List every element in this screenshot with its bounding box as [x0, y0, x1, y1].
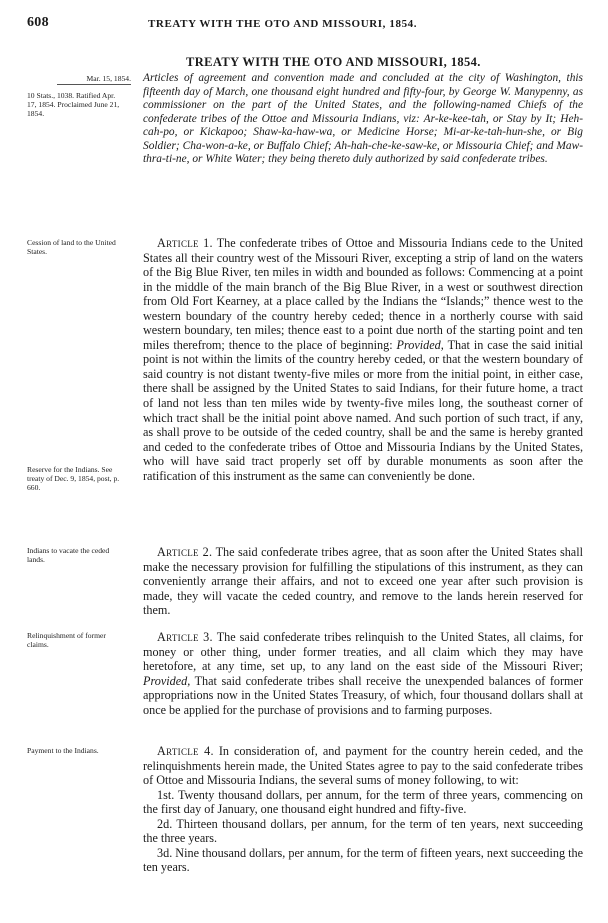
- margin-note-payment: Payment to the Indians.: [27, 746, 99, 755]
- article-2-text: The said confederate tribes agree, that as soon after the United States shall make the necessary provision for fulfilling the stipulations of this instrument, as they can conveniently arrange their affairs, and not to exceed one year after such provision is made, they will vacate the ceded country, and remove to the lands herein reserved for them.: [143, 545, 583, 618]
- article-1-text-1: The confederate tribes of Ottoe and Missouria Indians cede to the United States all their country west of the Missouri River, excepting a strip of land on the waters of the Big Blue River, ten miles in width and bounded as follows: Commencing at a point in the middle of the main branch of the Big Blue River, in a west or southwest direction from Old Fort Kearney, at a place called by the Indians the “Islands;” thence west to the western boundary of the country hereby ceded; thence in a northerly course with said western boundary, ten miles; thence east to a point due north of the starting point and ten miles therefrom; thence to the place of beginning:: [143, 236, 584, 352]
- article-1-text-2: That in case the said initial point is not within the limits of the country hereby ceded, or that the western boundary of said country is not distant twenty-five miles or more from the initial point, in either case, there shall be assigned by the United States to said Indians, for their future home, a tract of land not less than ten miles wide by twenty-five miles long, the southeast corner of which tract shall be the initial point above named.: [143, 337, 584, 425]
- margin-note-relinquishment: Relinquishment of former claims.: [27, 631, 106, 650]
- article-4-item-2: 2d. Thirteen thousand dollars, per annum, for the term of ten years, next succeeding the three years.: [143, 816, 583, 846]
- margin-note-ratification: 10 Stats., 1038. Ratified Apr. 17, 1854. Proclaimed June 21, 1854.: [27, 91, 120, 119]
- margin-note-reserve: Reserve for the Indians. See treaty of Dec. 9, 1854, post, p. 660.: [27, 465, 120, 493]
- article-3-text-2: That said confederate tribes shall receive the unexpended balances of former appropriations now in the United States Treasury, of which, four thousand dollars shall at once be applied for the purchase of provisions and to farming purposes.: [143, 673, 583, 717]
- article-4: [143, 744, 583, 875]
- article-1-text-3: And such portion of such tract, if any, as shall prove to be outside of the ceded country, shall be and the same is hereby granted and ceded to the confederate tribes of Ottoe and Missouria Indians by the United States, who will have said tract properly set off by durable monuments as soon after the ratification of this instrument as the same can conveniently be done.: [143, 410, 584, 483]
- article-3-provided: Provided,: [143, 673, 191, 688]
- article-4-text: In consideration of, and payment for the country herein ceded, and the relinquishments herein made, the United States agree to pay to the said confederate tribes of Ottoe and Missouria Indians, the several sums of money following, to wit:: [143, 744, 583, 788]
- article-4-item-3: 3d. Nine thousand dollars, per annum, for the term of fifteen years, next succeeding the ten years.: [143, 845, 583, 875]
- article-3: [143, 630, 583, 717]
- article-1-paragraph: [143, 236, 583, 483]
- article-3-text-1: The said confederate tribes relinquish to the United States, all claims, for money or other thing, under former treaties, and all claim which they may have heretofore, at any time, set up, to any land on the east side of the Missouri River;: [143, 630, 584, 674]
- article-4-heading: Article 4.: [157, 744, 214, 758]
- article-2-heading: Article 2.: [157, 545, 213, 559]
- running-head: TREATY WITH THE OTO AND MISSOURI, 1854.: [148, 18, 418, 30]
- article-4-item-1: 1st. Twenty thousand dollars, per annum, for the term of three years, commencing on the first day of January, one thousand eight hundred and fifty-five.: [143, 787, 583, 817]
- margin-note-vacate: Indians to vacate the ceded lands.: [27, 546, 110, 565]
- page-number: 608: [27, 15, 49, 30]
- article-4-paragraph: [143, 744, 583, 788]
- margin-note-date: Mar. 15, 1854.: [27, 74, 131, 85]
- article-2: [143, 545, 583, 618]
- article-2-paragraph: [143, 545, 583, 618]
- article-3-paragraph: [143, 630, 583, 717]
- margin-note-cession: Cession of land to the United States.: [27, 238, 116, 257]
- article-1-heading: Article 1.: [157, 236, 213, 250]
- article-1-provided: Provided,: [396, 337, 444, 352]
- article-1: [143, 236, 583, 483]
- treaty-title: TREATY WITH THE OTO AND MISSOURI, 1854.: [186, 55, 481, 69]
- article-3-heading: Article 3.: [157, 630, 213, 644]
- treaty-preamble: Articles of agreement and convention made and concluded at the city of Washington, this fifteenth day of March, one thousand eight hundred and fifty-four, by George W. Manypenny, as commissioner on the part of the United States, and the following-named Chiefs of the confederate tribes of the Ottoe and Missouria Indians, viz: Ar-ke-kee-tah, or Stay by It; Heh-cah-po, or Kickapoo; Shaw-ka-haw-wa, or Medicine Horse; Mi-ar-ke-tah-hun-she, or Big Soldier; Cha-won-a-ke, or Buffalo Chief; Ah-hah-che-ke-saw-ke, or Missouria Chief; and Maw-thra-ti-ne, or White Water; they being thereto duly authorized by said confederate tribes.: [143, 72, 583, 165]
